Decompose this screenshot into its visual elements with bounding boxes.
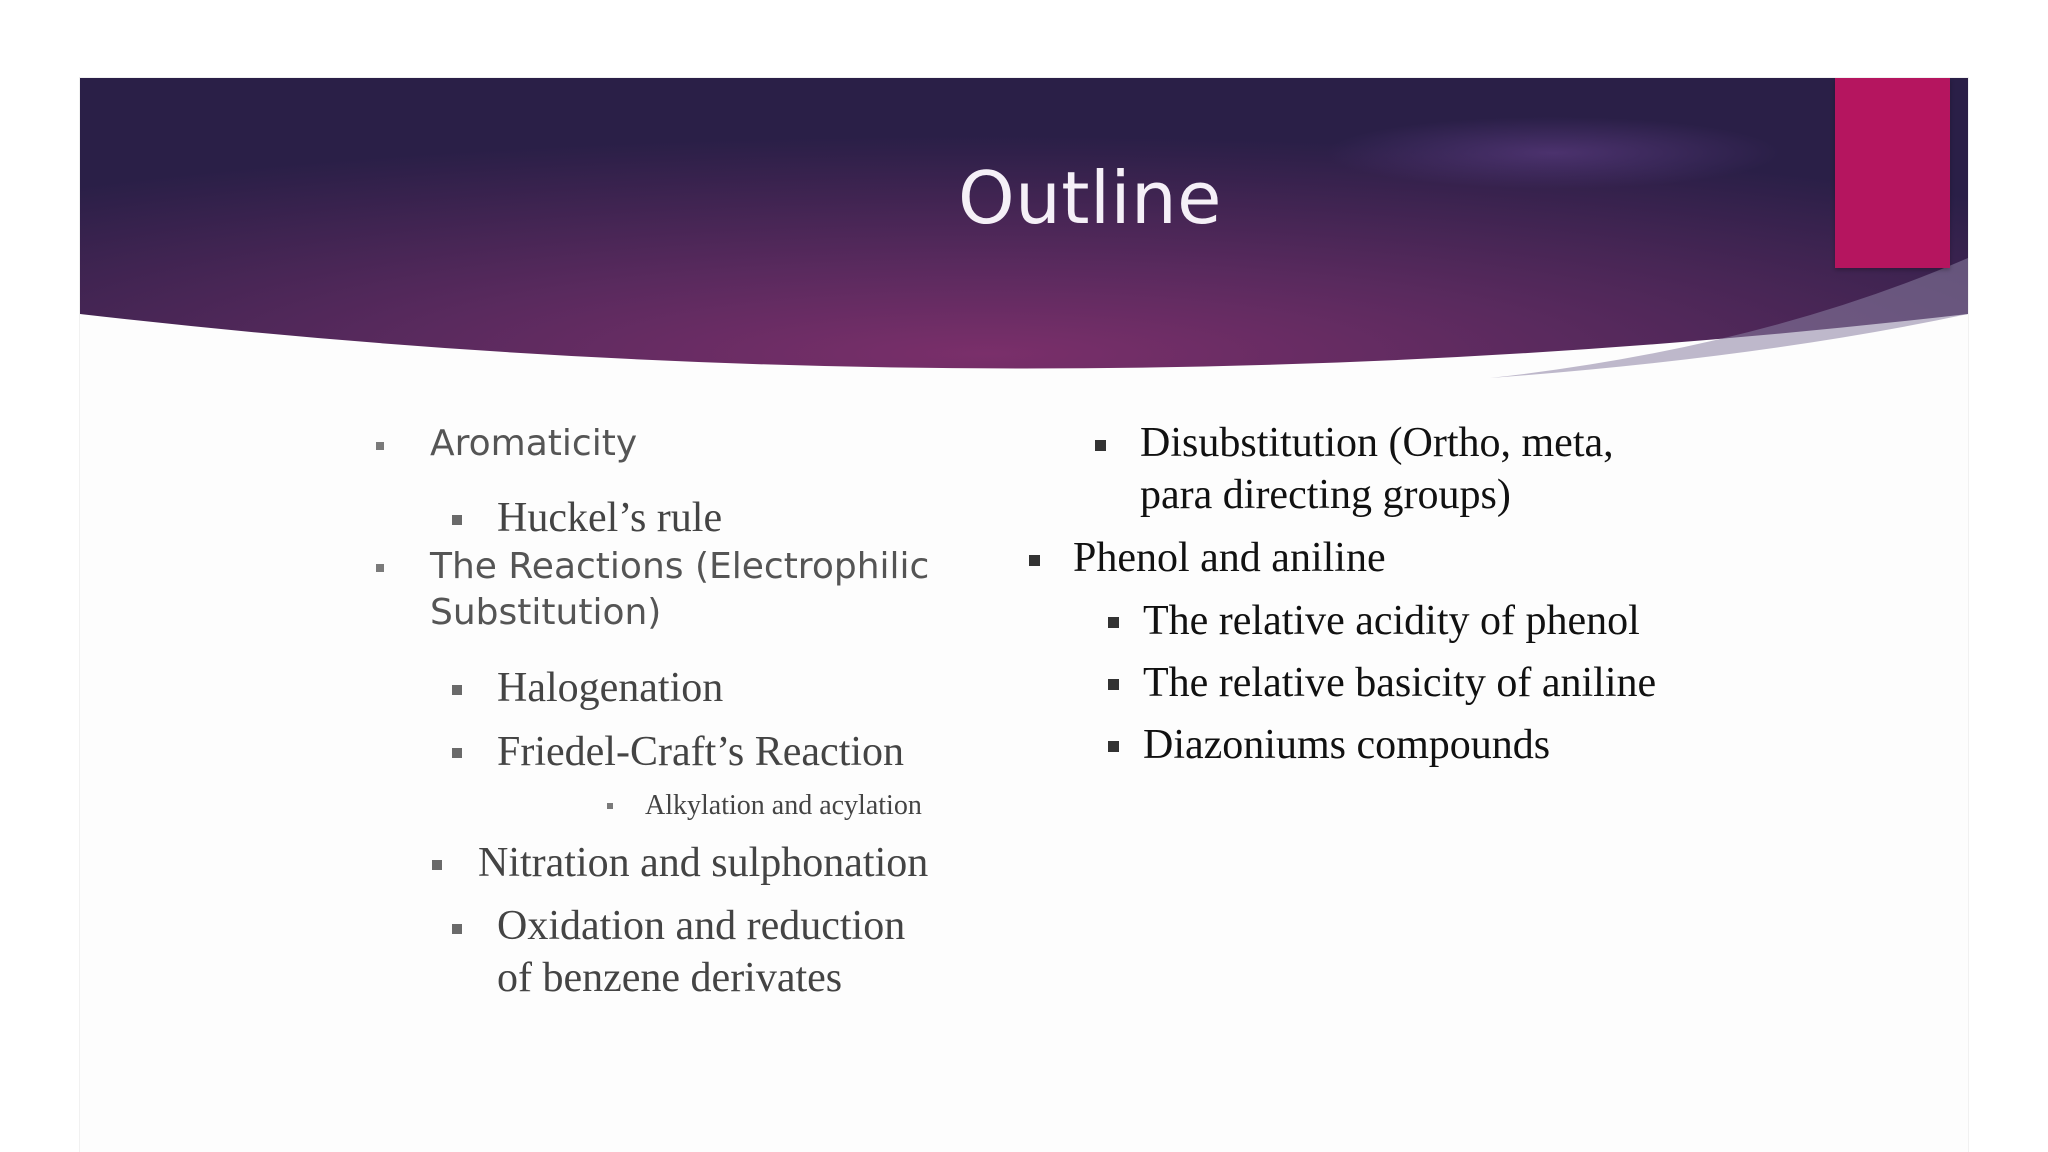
outline-subitem-acidity: The relative acidity of phenol [1143, 598, 1640, 644]
bullet-icon [1108, 617, 1119, 628]
bullet-icon [452, 685, 462, 695]
outline-item-phenol: Phenol and aniline [1073, 535, 1386, 581]
outline-subitem-oxidation-line2: of benzene derivates [497, 955, 843, 1001]
bullet-icon [452, 748, 462, 758]
bullet-icon [1108, 741, 1119, 752]
outline-subitem-halogenation: Halogenation [497, 665, 724, 711]
outline-subsubitem-alkylation: Alkylation and acylation [645, 790, 922, 821]
bullet-icon [1029, 555, 1040, 566]
bullet-icon [1095, 440, 1106, 451]
outline-item-reactions-line1: The Reactions (Electrophilic [430, 546, 930, 587]
outline-subitem-huckel: Huckel’s rule [497, 495, 723, 541]
outline-subitem-disubstitution-line1: Disubstitution (Ortho, meta, [1140, 420, 1614, 466]
outline-subitem-basicity: The relative basicity of aniline [1143, 660, 1657, 706]
outline-subitem-diazonium: Diazoniums compounds [1143, 722, 1551, 768]
bullet-icon [1108, 679, 1119, 690]
outline-subitem-friedel: Friedel-Craft’s Reaction [497, 729, 905, 775]
outline-item-reactions-line2: Substitution) [430, 592, 662, 633]
outline-subitem-nitration: Nitration and sulphonation [478, 840, 929, 886]
bullet-icon [452, 924, 462, 934]
outline-subitem-disubstitution-line2: para directing groups) [1140, 472, 1511, 518]
bullet-icon [376, 564, 384, 572]
outline-subitem-oxidation-line1: Oxidation and reduction [497, 903, 906, 949]
bullet-icon [376, 442, 384, 450]
bullet-icon [432, 860, 442, 870]
slide-title: Outline [958, 156, 1222, 240]
bullet-icon [452, 515, 462, 525]
bullet-icon [607, 803, 613, 809]
outline-item-aromaticity: Aromaticity [430, 423, 638, 464]
slide [80, 78, 1968, 1152]
